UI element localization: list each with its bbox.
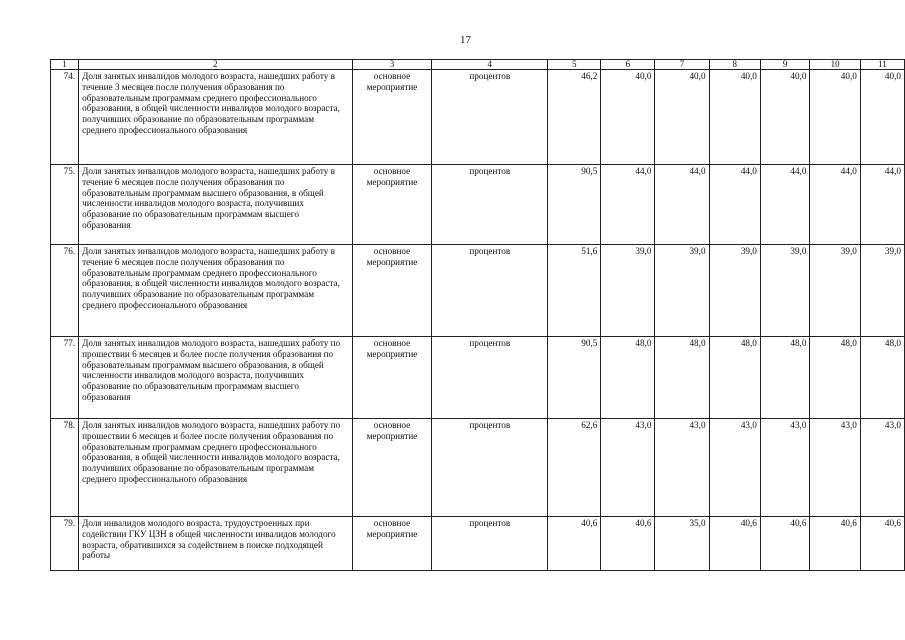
value-cell: 51,6	[548, 245, 601, 337]
value-cell: 62,6	[548, 419, 601, 517]
value-cell: 46,2	[548, 70, 601, 165]
header-cell: 6	[601, 60, 655, 70]
indicator-description: Доля занятых инвалидов молодого возраста, нашедших работу в течение 6 месяцев после получения образования по образовательным программам среднего профессионального образования, в общей численности инвалидов молодого возраста, получивших образование по образовательным программам среднего профессионального образования	[79, 245, 352, 337]
value-cell: 43,0	[860, 419, 904, 517]
value-cell: 40,6	[601, 517, 655, 571]
value-cell: 40,0	[860, 70, 904, 165]
value-cell: 48,0	[760, 337, 810, 419]
value-cell: 44,0	[760, 165, 810, 245]
header-cell: 3	[352, 60, 432, 70]
value-cell: 40,0	[760, 70, 810, 165]
unit: процентов	[432, 419, 548, 517]
header-cell: 8	[709, 60, 760, 70]
measure-type: основное мероприятие	[352, 70, 432, 165]
row-number: 78.	[51, 419, 79, 517]
header-cell: 1	[51, 60, 79, 70]
measure-type: основное мероприятие	[352, 245, 432, 337]
table-row	[51, 245, 905, 337]
header-cell: 10	[810, 60, 860, 70]
measure-type: основное мероприятие	[352, 337, 432, 419]
value-cell: 44,0	[860, 165, 904, 245]
value-cell: 90,5	[548, 337, 601, 419]
header-cell: 4	[432, 60, 548, 70]
value-cell: 48,0	[655, 337, 709, 419]
unit: процентов	[432, 165, 548, 245]
indicator-description: Доля занятых инвалидов молодого возраста, нашедших работу по прошествии 6 месяцев и более после получения образования по образовательным программам высшего образования, в общей численности инвалидов молодого возраста, получивших образование по образовательным программам высшего образования	[79, 337, 352, 419]
value-cell: 40,0	[655, 70, 709, 165]
row-number: 74.	[51, 70, 79, 165]
value-cell: 39,0	[601, 245, 655, 337]
value-cell: 44,0	[810, 165, 860, 245]
value-cell: 39,0	[860, 245, 904, 337]
value-cell: 40,6	[810, 517, 860, 571]
value-cell: 43,0	[709, 419, 760, 517]
table-row	[51, 165, 905, 245]
value-cell: 44,0	[655, 165, 709, 245]
table-row	[51, 419, 905, 517]
value-cell: 39,0	[760, 245, 810, 337]
header-cell: 5	[548, 60, 601, 70]
page-number: 17	[460, 34, 471, 46]
value-cell: 43,0	[760, 419, 810, 517]
row-number: 77.	[51, 337, 79, 419]
row-number: 75.	[51, 165, 79, 245]
indicators-table	[50, 59, 905, 571]
header-cell: 11	[860, 60, 904, 70]
table-row	[51, 517, 905, 571]
header-cell: 7	[655, 60, 709, 70]
value-cell: 40,0	[709, 70, 760, 165]
value-cell: 40,6	[548, 517, 601, 571]
value-cell: 40,0	[601, 70, 655, 165]
table-row	[51, 337, 905, 419]
value-cell: 90,5	[548, 165, 601, 245]
unit: процентов	[432, 245, 548, 337]
row-number: 79.	[51, 517, 79, 571]
table-row	[51, 70, 905, 165]
header-cell: 9	[760, 60, 810, 70]
value-cell: 48,0	[810, 337, 860, 419]
value-cell: 48,0	[860, 337, 904, 419]
value-cell: 39,0	[810, 245, 860, 337]
value-cell: 40,0	[810, 70, 860, 165]
value-cell: 43,0	[601, 419, 655, 517]
value-cell: 43,0	[655, 419, 709, 517]
indicator-description: Доля занятых инвалидов молодого возраста, нашедших работу в течение 6 месяцев после получения образования по образовательным программам высшего образования, в общей численности инвалидов молодого возраста, получивших образование по образовательным программам высшего образования	[79, 165, 352, 245]
value-cell: 40,6	[760, 517, 810, 571]
unit: процентов	[432, 337, 548, 419]
header-cell: 2	[79, 60, 352, 70]
header-row	[51, 60, 905, 70]
indicator-description: Доля занятых инвалидов молодого возраста, нашедших работу в течение 3 месяцев после получения образования по образовательным программам среднего профессионального образования, в общей численности инвалидов молодого возраста, получивших образование по образовательным программам среднего профессионального образования	[79, 70, 352, 165]
value-cell: 48,0	[601, 337, 655, 419]
value-cell: 44,0	[601, 165, 655, 245]
measure-type: основное мероприятие	[352, 165, 432, 245]
value-cell: 44,0	[709, 165, 760, 245]
value-cell: 43,0	[810, 419, 860, 517]
indicator-description: Доля инвалидов молодого возраста, трудоустроенных при содействии ГКУ ЦЗН в общей численности инвалидов молодого возраста, обратившихся за содействием в поиске подходящей работы	[79, 517, 352, 571]
value-cell: 39,0	[709, 245, 760, 337]
unit: процентов	[432, 517, 548, 571]
value-cell: 40,6	[860, 517, 904, 571]
indicator-description: Доля занятых инвалидов молодого возраста, нашедших работу по прошествии 6 месяцев и более после получения образования по образовательным программам среднего профессионального образования, в общей численности инвалидов молодого возраста, получивших образование по образовательным программам среднего профессионального образования	[79, 419, 352, 517]
measure-type: основное мероприятие	[352, 419, 432, 517]
row-number: 76.	[51, 245, 79, 337]
value-cell: 39,0	[655, 245, 709, 337]
value-cell: 48,0	[709, 337, 760, 419]
unit: процентов	[432, 70, 548, 165]
measure-type: основное мероприятие	[352, 517, 432, 571]
value-cell: 35,0	[655, 517, 709, 571]
value-cell: 40,6	[709, 517, 760, 571]
